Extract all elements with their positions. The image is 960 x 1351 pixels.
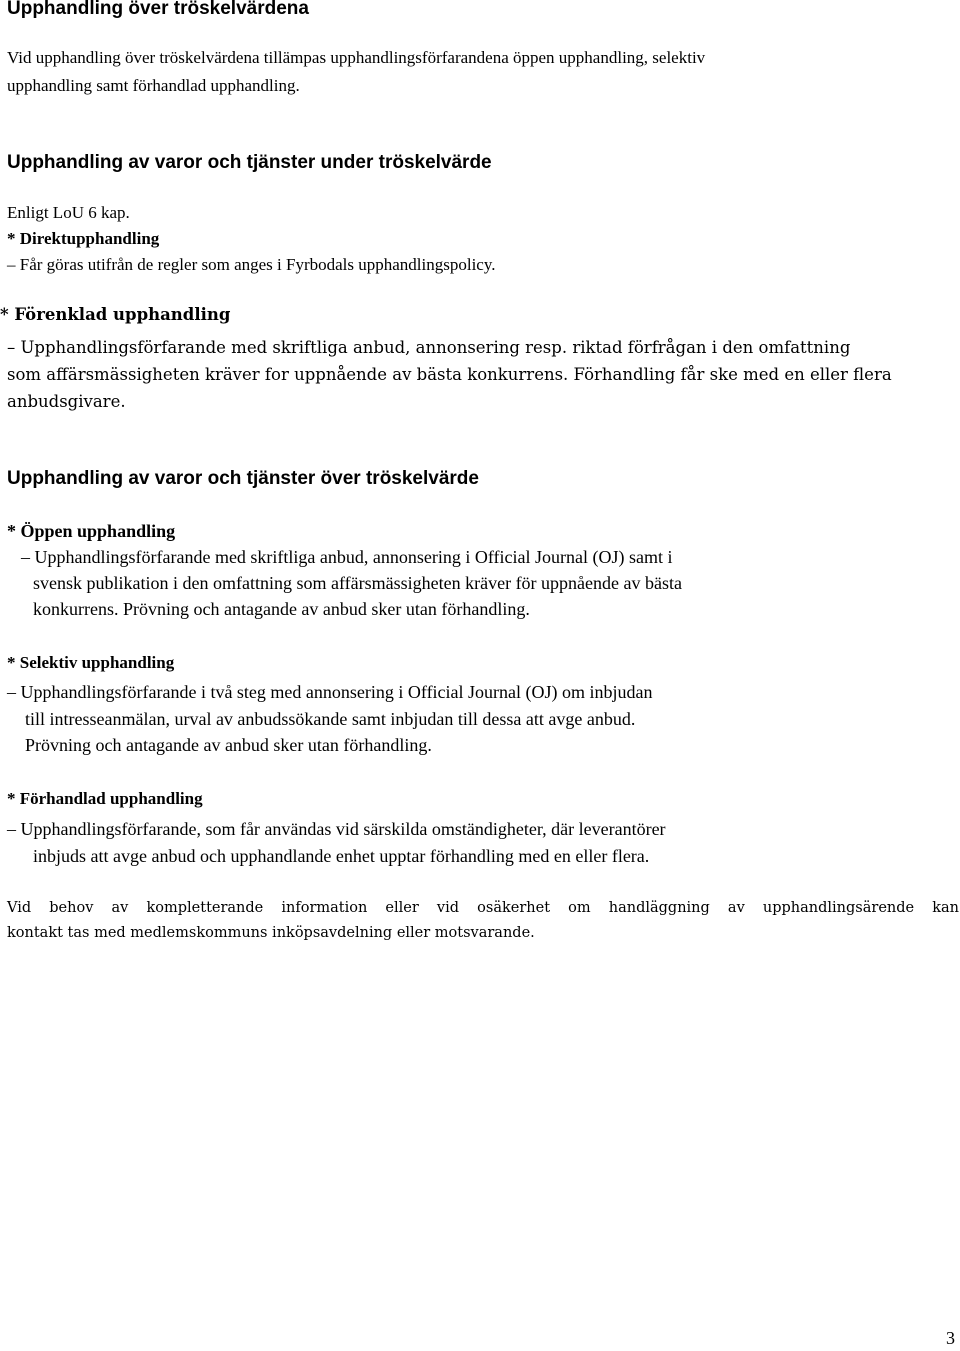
selective-procurement-text-line-3: Prövning och antagande av anbud sker utan förhandling.: [25, 735, 432, 755]
selective-procurement-title: * Selektiv upphandling: [7, 653, 175, 672]
open-procurement-text-line-2: svensk publikation i den omfattning som affärsmässigheten kräver för uppnående av bästa: [33, 573, 682, 593]
open-procurement-title: * Öppen upphandling: [7, 521, 176, 541]
simplified-procurement-text-line-3: anbudsgivare.: [7, 392, 126, 411]
footer-note-line-1: Vid behov av kompletterande information eller vid osäkerhet om handläggning av upphandlingsärende kan: [7, 900, 959, 916]
page-number: 3: [946, 1328, 955, 1348]
negotiated-procurement-title: * Förhandlad upphandling: [7, 789, 203, 808]
over-threshold-text-line-1: Vid upphandling över tröskelvärdena tillämpas upphandlingsförfarandena öppen upphandling, selektiv: [7, 48, 706, 67]
under-threshold-intro: Enligt LoU 6 kap.: [7, 203, 130, 222]
open-procurement-text-line-3: konkurrens. Prövning och antagande av anbud sker utan förhandling.: [33, 599, 530, 619]
direct-procurement-title: * Direktupphandling: [7, 229, 160, 248]
selective-procurement-text-line-1: – Upphandlingsförfarande i två steg med annonsering i Official Journal (OJ) om inbjudan: [7, 682, 653, 702]
simplified-procurement-title: * Förenklad upphandling: [0, 305, 231, 324]
simplified-procurement-text-line-2: som affärsmässigheten kräver for uppnående av bästa konkurrens. Förhandling får ske med en eller flera: [7, 365, 892, 384]
selective-procurement-text-line-2: till intresseanmälan, urval av anbudssökande samt inbjudan till dessa att avge anbud.: [25, 709, 636, 729]
direct-procurement-text: – Får göras utifrån de regler som anges i Fyrbodals upphandlingspolicy.: [7, 255, 496, 274]
heading-under-threshold: Upphandling av varor och tjänster under tröskelvärde: [7, 152, 492, 173]
negotiated-procurement-text-line-1: – Upphandlingsförfarande, som får användas vid särskilda omständigheter, där leverantörer: [7, 819, 666, 839]
heading-above-threshold: Upphandling av varor och tjänster över tröskelvärde: [7, 468, 479, 489]
heading-over-threshold: Upphandling över tröskelvärdena: [7, 0, 309, 19]
open-procurement-text-line-1: – Upphandlingsförfarande med skriftliga anbud, annonsering i Official Journal (OJ) samt i: [21, 547, 673, 567]
negotiated-procurement-text-line-2: inbjuds att avge anbud och upphandlande enhet upptar förhandling med en eller flera.: [33, 846, 650, 866]
simplified-procurement-text-line-1: – Upphandlingsförfarande med skriftliga anbud, annonsering resp. riktad förfrågan i den omfattning: [7, 338, 851, 357]
over-threshold-text-line-2: upphandling samt förhandlad upphandling.: [7, 76, 300, 95]
footer-note-line-2: kontakt tas med medlemskommuns inköpsavdelning eller motsvarande.: [7, 925, 535, 941]
